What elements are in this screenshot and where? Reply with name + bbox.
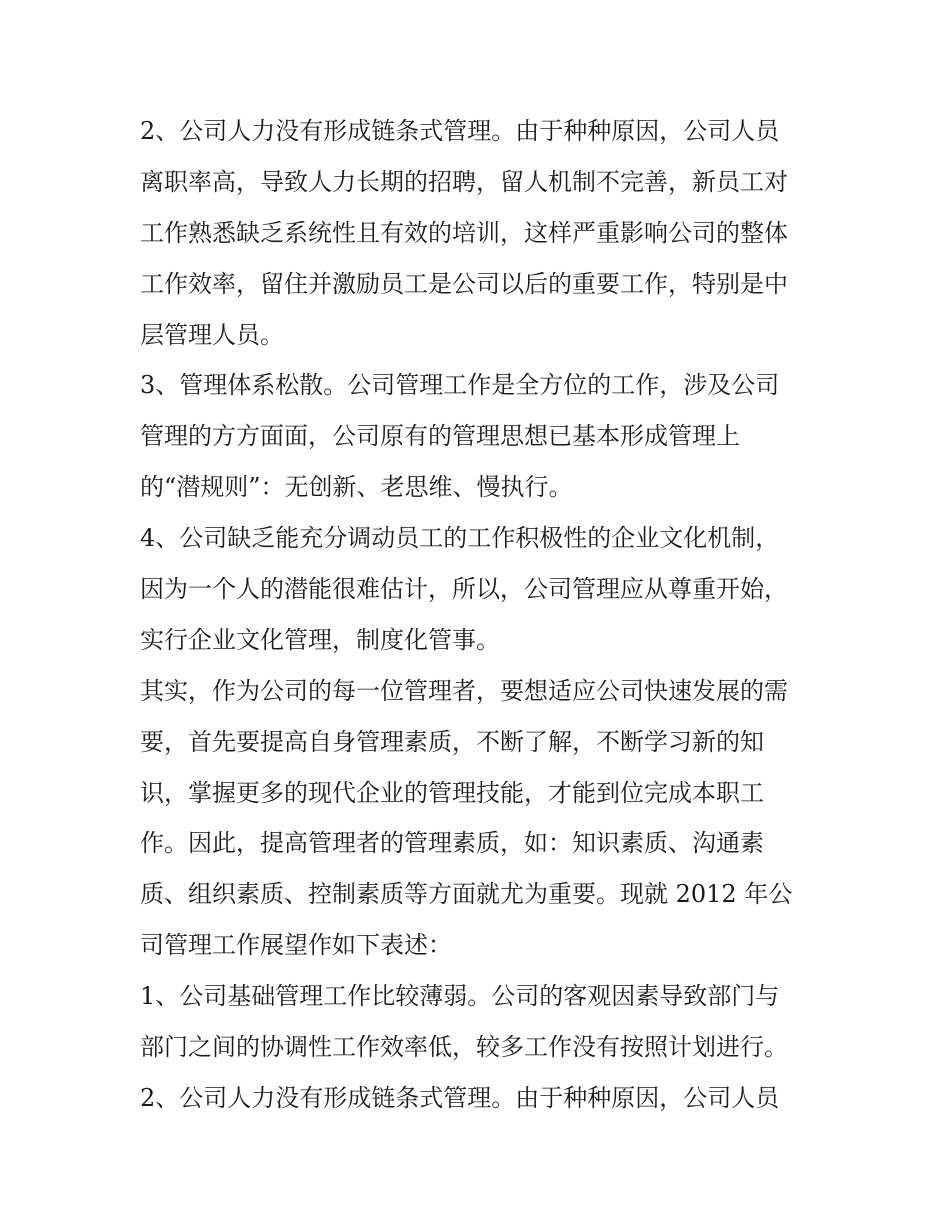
text-line-13: 要，首先要提高自身管理素质，不断了解，不断学习新的知	[140, 727, 764, 756]
text-line-3: 工作熟悉缺乏系统性且有效的培训，这样严重影响公司的整体	[140, 218, 788, 247]
text-line-11: 实行企业文化管理，制度化管事。	[140, 625, 500, 654]
text-line-9: 4、公司缺乏能充分调动员工的工作积极性的企业文化机制，	[140, 524, 780, 553]
text-line-10: 因为一个人的潜能很难估计，所以，公司管理应从尊重开始，	[140, 575, 788, 604]
text-line-8: 的“潜规则”：无创新、老思维、慢执行。	[140, 473, 573, 502]
text-line-4: 工作效率，留住并激励员工是公司以后的重要工作，特别是中	[140, 269, 788, 298]
text-line-18: 1、公司基础管理工作比较薄弱。公司的客观因素导致部门与	[140, 982, 780, 1011]
text-line-15: 作。因此，提高管理者的管理素质，如：知识素质、沟通素	[140, 829, 764, 858]
text-line-6: 3、管理体系松散。公司管理工作是全方位的工作，涉及公司	[140, 371, 780, 400]
text-line-17: 司管理工作展望作如下表述：	[140, 931, 452, 960]
text-line-19: 部门之间的协调性工作效率低，较多工作没有按照计划进行。	[140, 1033, 788, 1062]
text-line-20: 2、公司人力没有形成链条式管理。由于种种原因，公司人员	[140, 1083, 780, 1112]
text-line-7: 管理的方方面面，公司原有的管理思想已基本形成管理上	[140, 422, 740, 451]
text-line-12: 其实，作为公司的每一位管理者，要想适应公司快速发展的需	[140, 676, 788, 705]
text-line-1: 2、公司人力没有形成链条式管理。由于种种原因，公司人员	[140, 117, 780, 145]
document-body	[140, 106, 815, 1124]
text-line-16: 质、组织素质、控制素质等方面就尤为重要。现就 2012 年公	[140, 880, 793, 909]
text-line-14: 识，掌握更多的现代企业的管理技能，才能到位完成本职工	[140, 778, 764, 807]
text-line-5: 层管理人员。	[140, 320, 284, 349]
text-line-2: 离职率高，导致人力长期的招聘，留人机制不完善，新员工对	[140, 167, 788, 196]
